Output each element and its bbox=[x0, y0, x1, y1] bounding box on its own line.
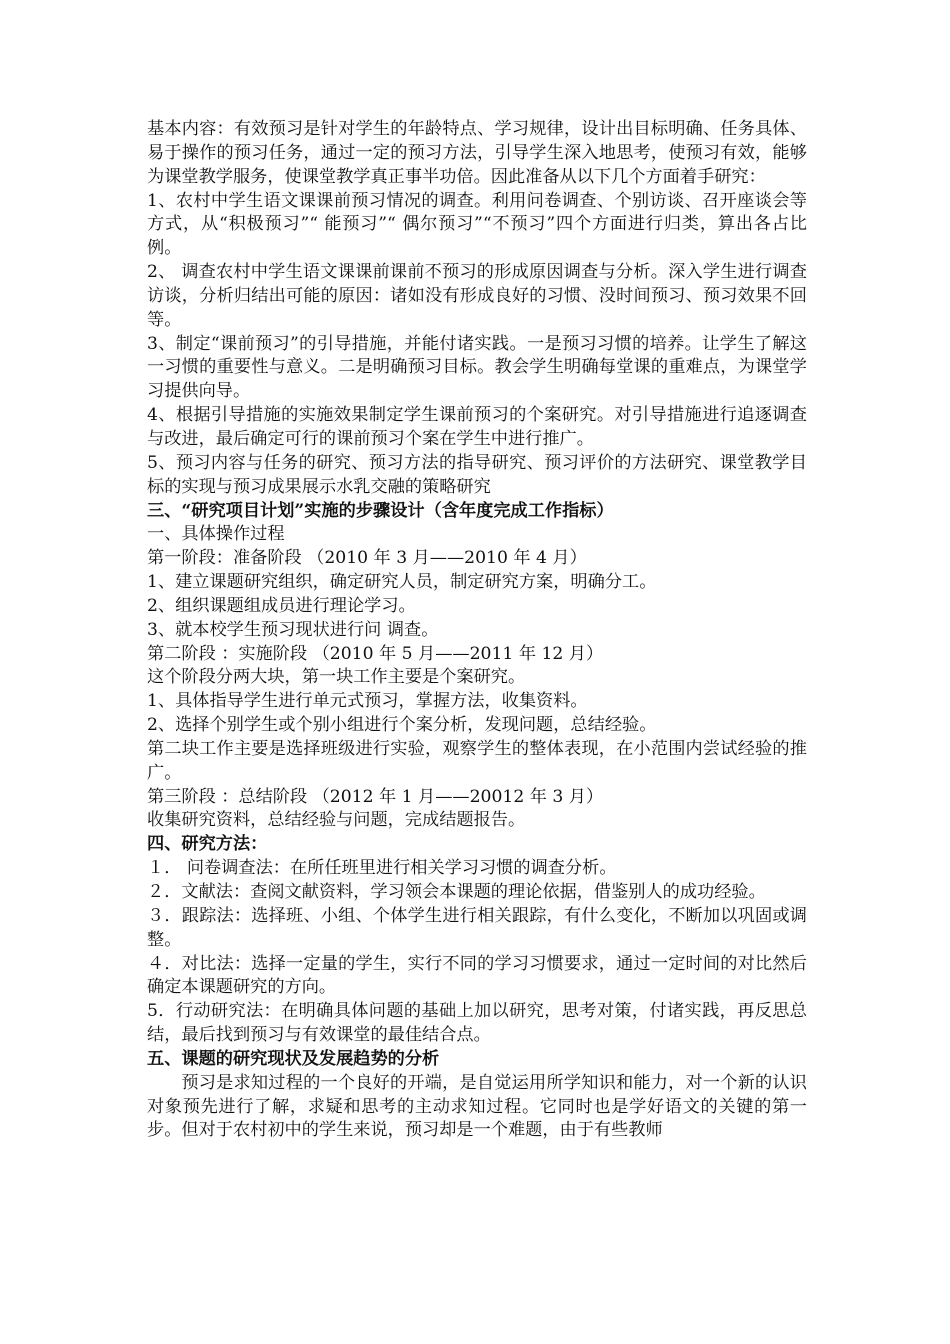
subheading-process: 一、具体操作过程 bbox=[147, 524, 285, 545]
paragraph-basic-content: 基本内容：有效预习是针对学生的年龄特点、学习规律，设计出目标明确、任务具体、易于操作的预习任务，通过一定的预习方法，引导学生深入地思考，使预习有效，能够为课堂教学服务，使课堂教学真正事半功倍。因此准备从以下几个方面着手研究： bbox=[147, 119, 807, 187]
stage-1-item-1: 1、建立课题研究组织，确定研究人员，制定研究方案，明确分工。 bbox=[147, 572, 657, 593]
paragraph-item-1: 1、农村中学生语文课课前预习情况的调查。利用问卷调查、个别访谈、召开座谈会等方式，从“积极预习”“ 能预习”“ 偶尔预习”“不预习”四个方面进行归类，算出各占比例。 bbox=[147, 190, 807, 259]
paragraph-analysis: 预习是求知过程的一个良好的开端，是自觉运用所学知识和能力，对一个新的认识对象预先进行了解，求疑和思考的主动求知过程。它同时也是学好语文的关键的第一步。但对于农村初中的学生来说，预习却是一个难题，由于有些教师 bbox=[147, 1072, 807, 1141]
section-heading-5: 五、课题的研究现状及发展趋势的分析 bbox=[147, 1048, 440, 1069]
section-heading-3: 三、“研究项目计划”实施的步骤设计（含年度完成工作指标） bbox=[147, 500, 614, 521]
stage-2-part-2: 第二块工作主要是选择班级进行实验，观察学生的整体表现，在小范围内尝试经验的推广。 bbox=[147, 738, 807, 783]
method-5: 5．行动研究法：在明确具体问题的基础上加以研究，思考对策，付诸实践，再反思总结，最后找到预习与有效课堂的最佳结合点。 bbox=[147, 1001, 807, 1046]
document-body bbox=[147, 118, 807, 1143]
paragraph-item-3: 3、制定“课前预习”的引导措施，并能付诸实践。一是预习习惯的培养。让学生了解这一习惯的重要性与意义。二是明确预习目标。教会学生明确每堂课的重难点，为课堂学习提供向导。 bbox=[147, 333, 807, 402]
paragraph-item-2: 2、 调查农村中学生语文课课前课前不预习的形成原因调查与分析。深入学生进行调查访谈，分析归结出可能的原因：诸如没有形成良好的习惯、没时间预习、预习效果不回等。 bbox=[147, 262, 807, 330]
stage-2-intro: 这个阶段分两大块，第一块工作主要是个案研究。 bbox=[147, 667, 526, 688]
stage-1-item-2: 2、组织课题组成员进行理论学习。 bbox=[147, 595, 416, 616]
stage-2-item-1: 1、具体指导学生进行单元式预习，掌握方法，收集资料。 bbox=[147, 691, 588, 712]
paragraph-item-4: 4、根据引导措施的实施效果制定学生课前预习的个案研究。对引导措施进行追逐调查与改进，最后确定可行的课前预习个案在学生中进行推广。 bbox=[147, 405, 807, 449]
paragraph-item-5: 5、预习内容与任务的研究、预习方法的指导研究、预习评价的方法研究、课堂教学目标的实现与预习成果展示水乳交融的策略研究 bbox=[147, 452, 807, 497]
section-heading-4: 四、研究方法： bbox=[147, 834, 268, 855]
stage-2-item-2: 2、选择个别学生或个别小组进行个案分析，发现问题，总结经验。 bbox=[147, 715, 657, 736]
stage-1-item-3: 3、就本校学生预习现状进行问 调查。 bbox=[147, 619, 439, 640]
stage-2-title: 第二阶段 ：实施阶段 （2010 年 5 月——2011 年 12 月） bbox=[147, 643, 604, 664]
method-1: １． 问卷调查法：在所任班里进行相关学习习惯的调查分析。 bbox=[147, 858, 617, 879]
stage-3-text: 收集研究资料，总结经验与问题，完成结题报告。 bbox=[147, 810, 526, 831]
stage-1-title: 第一阶段：准备阶段 （2010 年 3 月——2010 年 4 月） bbox=[147, 548, 587, 569]
method-4: ４．对比法：选择一定量的学生，实行不同的学习习惯要求，通过一定时间的对比然后确定本课题研究的方向。 bbox=[147, 953, 807, 998]
method-3: ３．跟踪法：选择班、小组、个体学生进行相关跟踪，有什么变化，不断加以巩固或调整。 bbox=[147, 905, 807, 950]
method-2: ２．文献法：查阅文献资料，学习领会本课题的理论依据，借鉴别人的成功经验。 bbox=[147, 882, 766, 902]
stage-3-title: 第三阶段 ：总结阶段 （2012 年 1 月——20012 年 3 月） bbox=[147, 786, 604, 807]
